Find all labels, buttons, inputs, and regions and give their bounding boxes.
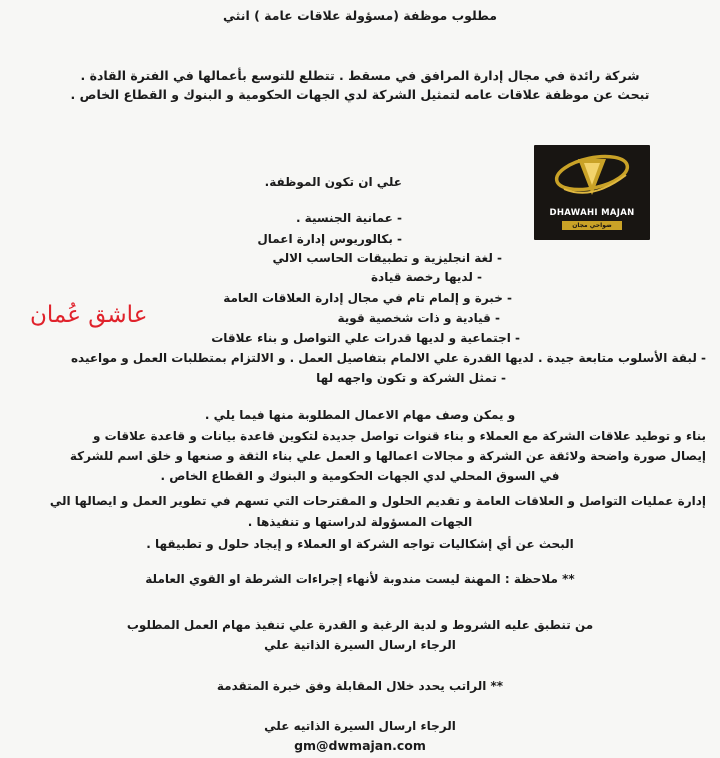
requirement-item: - قيادية و ذات شخصية قوية [337,311,500,325]
requirement-item: - عمانية الجنسية . [295,211,402,225]
requirement-item: - خبرة و إلمام تام في مجال إدارة العلاقات العامة [223,291,512,305]
contact-email[interactable]: gm@dwmajan.com [294,738,426,753]
requirement-item: - لديها رخصة قيادة [370,270,482,284]
intro-line-2: تبحث عن موظفة علاقات عامه لتمثيل الشركة لدي الجهات الحكومية و البنوك و القطاع الخاص . [70,87,650,102]
contact-line: الرجاء ارسال السيرة الذاتيه علي [264,719,456,733]
task-line: إيصال صورة واضحة ولائقة عن الشركة و مجالات اعمالها و العمل علي بناء الثقة و صنعها و خلق اسم للشركة [69,449,706,463]
tasks-heading: و يمكن وصف مهام الاعمال المطلوبة منها فيما يلي . [204,408,516,422]
task-line: بناء و توطيد علاقات الشركة مع العملاء و بناء قنوات تواصل جديدة لتكوين قاعدة بيانات و قاعدة علاقات و [93,429,706,443]
requirement-item: - بكالوريوس إدارة اعمال [257,232,402,246]
intro-line-1: شركة رائدة في مجال إدارة المرافق في مسقط . تتطلع للتوسع بأعمالها في الفترة القادة . [80,68,640,83]
watermark-text: عاشق عُمان [30,302,148,328]
note-text: ** ملاحظة : المهنة ليست مندوبة لأنهاء إجراءات الشرطة او القوي العاملة [145,572,575,586]
task-line: إدارة عمليات التواصل و العلاقات العامة و تقديم الحلول و المقترحات التي تسهم في تطوير العمل و ايصالها الي [49,494,706,508]
company-logo [534,145,650,240]
task-line: الجهات المسؤولة لدراستها و تنفيذها . [247,515,473,529]
requirement-item: - اجتماعية و لديها قدرات علي التواصل و بناء علاقات [211,331,520,345]
task-line: في السوق المحلي لدي الجهات الحكومية و البنوك و القطاع الخاص . [160,469,560,483]
apply-line-1: من تنطبق عليه الشروط و لدية الرغبة و القدرة علي تنفيذ مهام العمل المطلوب [126,618,594,632]
ad-title: مطلوب موظفة (مسؤولة علاقات عامة ) انثي [223,8,497,23]
task-line: البحث عن أي إشكاليات تواجه الشركة او العملاء و إيجاد حلول و تطبيقها . [146,537,574,551]
logo-arabic-name: ضواحي مجان [562,221,622,230]
requirement-item: - لبقة الأسلوب متابعة جيدة . لديها القدرة علي الالمام بتفاصيل العمل . و الالتزام بمتطلبات العمل و مواعيده [70,351,706,365]
salary-note: ** الراتب يحدد خلال المقابلة وفق خبرة المتقدمة [216,679,504,693]
logo-name: DHAWAHI MAJAN [549,208,635,218]
requirement-item: - لغة انجليزية و تطبيقات الحاسب الالي [272,251,502,265]
apply-line-2: الرجاء ارسال السيرة الذاتية علي [264,638,456,652]
requirement-item: - تمثل الشركة و تكون واجهه لها [316,371,506,385]
requirements-heading: علي ان تكون الموظفة. [264,175,402,189]
